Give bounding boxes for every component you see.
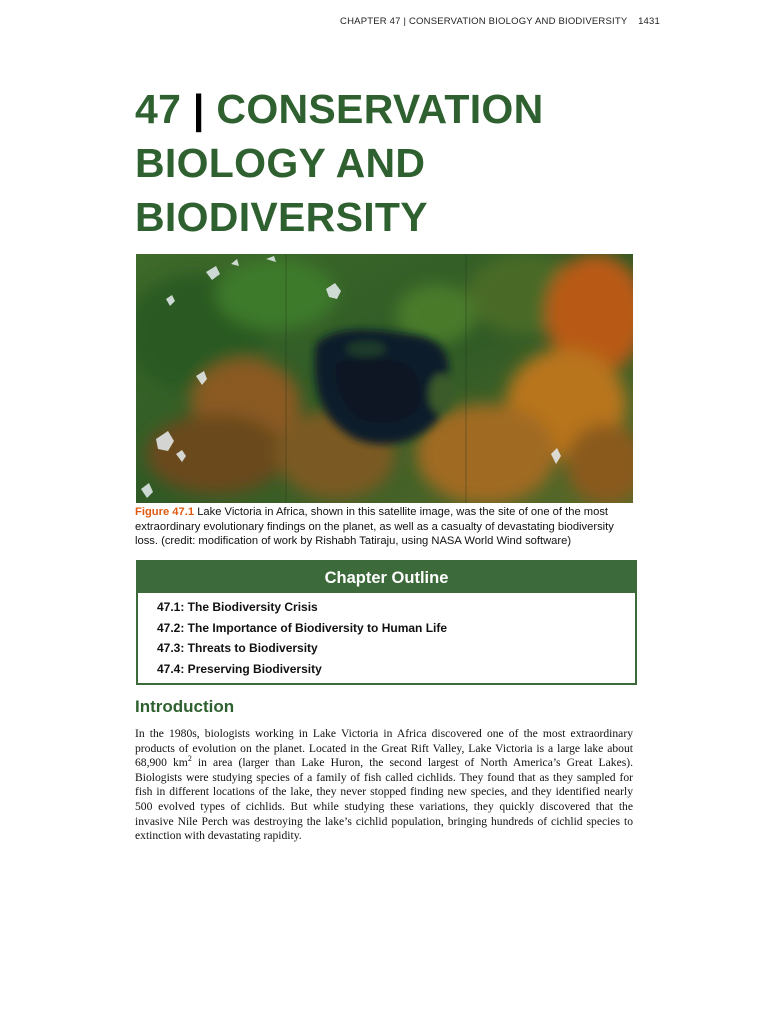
running-title: CHAPTER 47 | CONSERVATION BIOLOGY AND BIODIVERSITY bbox=[340, 16, 628, 27]
chapter-title-line3: BIODIVERSITY bbox=[135, 194, 428, 240]
running-header bbox=[340, 16, 660, 27]
outline-item-47-3[interactable]: 47.3: Threats to Biodiversity bbox=[157, 641, 318, 655]
satellite-image-lake-victoria bbox=[136, 254, 633, 503]
chapter-number: 47 bbox=[135, 86, 182, 132]
chapter-outline-list bbox=[138, 593, 635, 679]
chapter-title-line1: CONSERVATION bbox=[216, 86, 544, 132]
page-number: 1431 bbox=[638, 16, 660, 27]
outline-item-47-2[interactable]: 47.2: The Importance of Biodiversity to Human Life bbox=[157, 620, 448, 635]
intro-text-part2: in area (larger than Lake Huron, the second largest of North America’s Great Lakes). Biologists were studying species of a family of fish called cichlids. They found that as they sampled for fish in different locations of the lake, they never stopped finding new species, and they identified nearly 500 evolved types of cichlids. But while studying these variations, they quickly discovered that the invasive Nile Perch was destroying the lake’s cichlid population, bringing hundreds of cichlid species to extinction with devastating rapidity. bbox=[135, 756, 633, 843]
figure-caption bbox=[135, 505, 635, 549]
title-separator: | bbox=[192, 86, 205, 132]
introduction-paragraph bbox=[135, 727, 633, 844]
intro-text-part1: In the 1980s, biologists working in Lake Victoria in Africa discovered one of the most extraordinary products of evolution on the planet. Located in the Great Rift Valley, Lake Victoria is a large lake about 68,900 km bbox=[135, 727, 633, 770]
superscript-2: 2 bbox=[187, 754, 192, 764]
chapter-title-line2: BIOLOGY AND bbox=[135, 140, 426, 186]
chapter-outline-heading: Chapter Outline bbox=[138, 562, 635, 593]
figure-label: Figure 47.1 bbox=[135, 506, 195, 518]
outline-item-47-4[interactable]: 47.4: Preserving Biodiversity bbox=[157, 661, 322, 676]
introduction-heading: Introduction bbox=[135, 697, 235, 716]
chapter-title bbox=[135, 82, 655, 244]
figure-caption-text: Lake Victoria in Africa, shown in this satellite image, was the site of one of the most extraordinary evolutionary findings on the planet, as well as a casualty of devastating biodiversity loss. (credit: modification of work by Rishabh Tatiraju, using NASA World Wind software) bbox=[135, 506, 614, 547]
outline-item-47-1[interactable]: 47.1: The Biodiversity Crisis bbox=[157, 600, 318, 614]
chapter-outline-box bbox=[136, 560, 637, 685]
